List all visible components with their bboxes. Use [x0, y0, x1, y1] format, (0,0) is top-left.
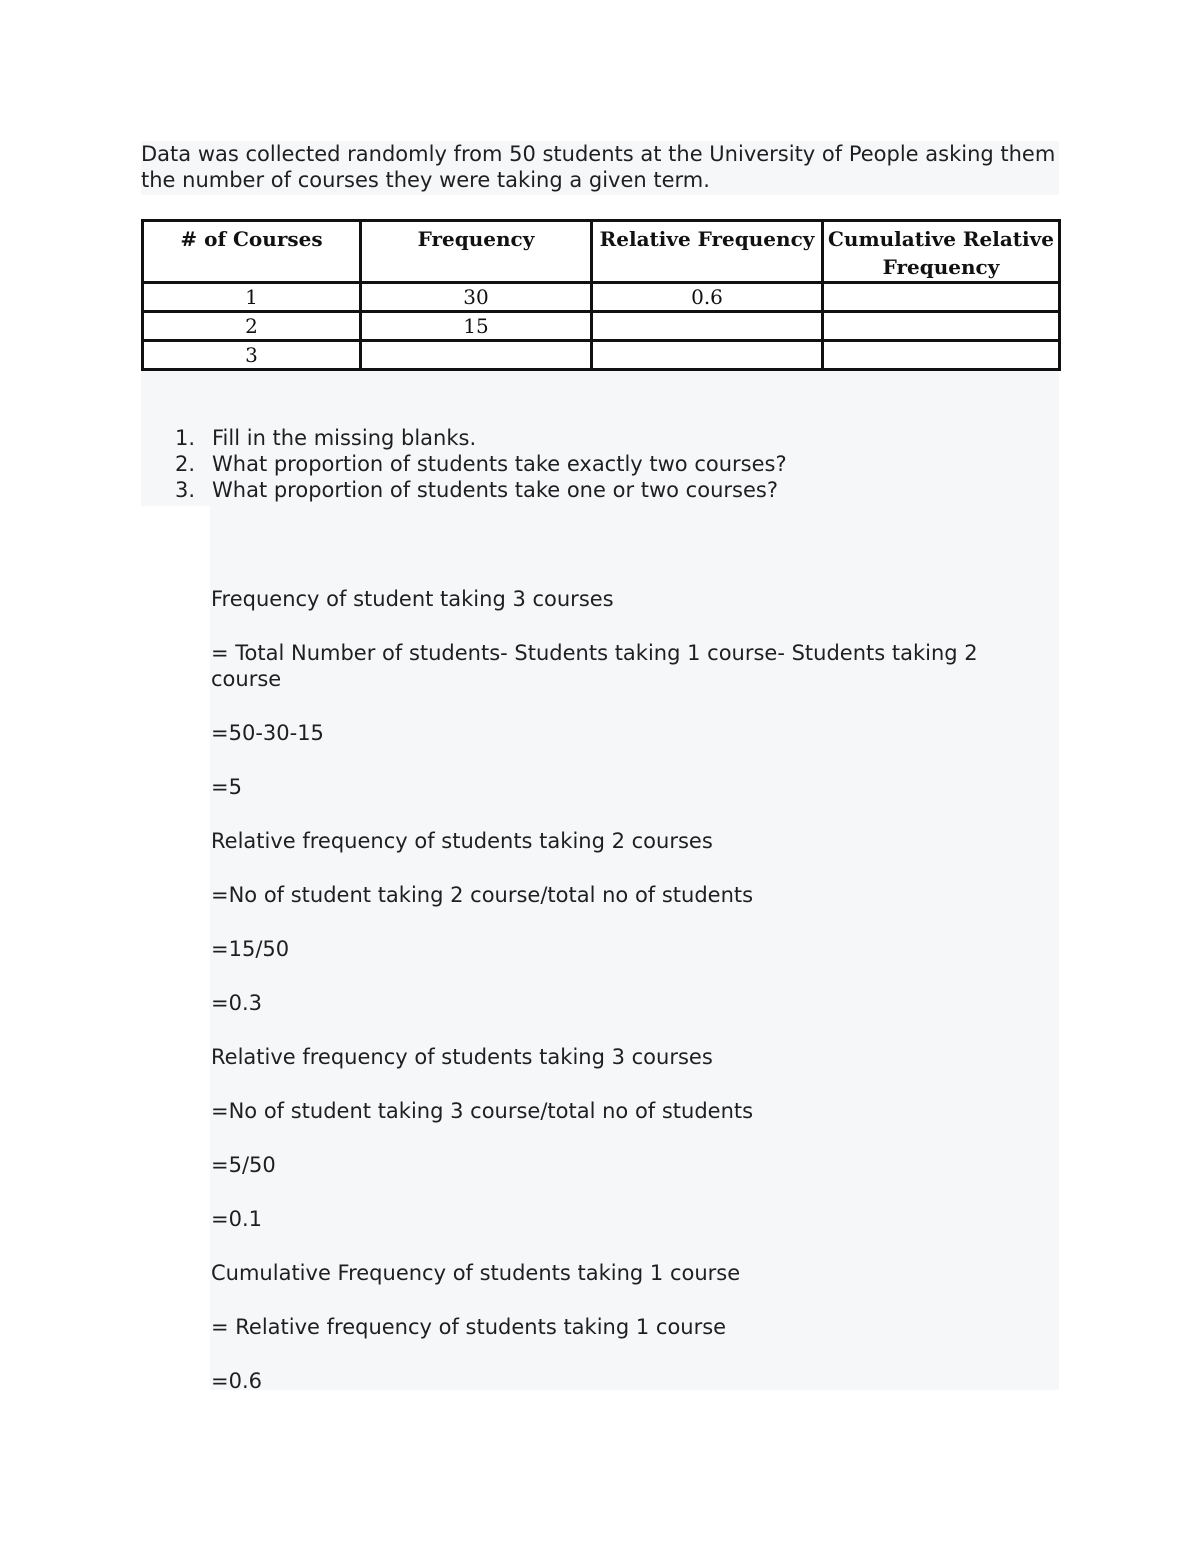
- list-item: [175, 477, 787, 503]
- table-row: [143, 341, 1060, 370]
- list-item: [175, 425, 787, 451]
- answer-line: =15/50: [211, 937, 290, 961]
- table-cell: 30: [361, 283, 592, 312]
- answer-line: = Relative frequency of students taking 1 course: [211, 1315, 727, 1339]
- header-relative-frequency: Relative Frequency: [592, 221, 823, 283]
- table-cell: 1: [143, 283, 361, 312]
- list-number: 2.: [175, 452, 196, 476]
- answer-line: =No of student taking 3 course/total no of students: [211, 1099, 754, 1123]
- header-cumulative-relative-frequency: Cumulative Relative Frequency: [823, 221, 1060, 283]
- frequency-table: [141, 219, 1061, 371]
- answer-line: =5: [211, 775, 242, 799]
- table-cell: 3: [143, 341, 361, 370]
- header-num-courses: # of Courses: [143, 221, 361, 283]
- table-cell: [592, 312, 823, 341]
- answer-line: Relative frequency of students taking 3 courses: [211, 1045, 713, 1069]
- answer-line: =5/50: [211, 1153, 276, 1177]
- background-band: [141, 371, 175, 506]
- answer-line: = Total Number of students- Students taking 1 course- Students taking 2 course: [211, 641, 978, 691]
- table-cell: [823, 312, 1060, 341]
- question-text: What proportion of students take exactly two courses?: [212, 452, 787, 476]
- answer-line: Cumulative Frequency of students taking 1 course: [211, 1261, 741, 1285]
- answer-line: =0.3: [211, 991, 262, 1015]
- answer-line: =0.6: [211, 1369, 262, 1393]
- question-list: [175, 425, 787, 503]
- table-row: [143, 312, 1060, 341]
- question-text: What proportion of students take one or two courses?: [212, 478, 778, 502]
- table-cell: [361, 341, 592, 370]
- table-row: [143, 283, 1060, 312]
- table-cell: [592, 341, 823, 370]
- answer-line: Relative frequency of students taking 2 courses: [211, 829, 713, 853]
- question-text: Fill in the missing blanks.: [212, 426, 477, 450]
- answer-line: =No of student taking 2 course/total no of students: [211, 883, 754, 907]
- answer-line: =0.1: [211, 1207, 262, 1231]
- answer-section: [211, 586, 1051, 1422]
- list-item: [175, 451, 787, 477]
- answer-line: Frequency of student taking 3 courses: [211, 587, 614, 611]
- table-header-row: [143, 221, 1060, 283]
- intro-text: Data was collected randomly from 50 students at the University of People asking them the number of courses they were taking a given term.: [141, 142, 1056, 192]
- header-frequency: Frequency: [361, 221, 592, 283]
- table-cell: [823, 283, 1060, 312]
- answer-line: =50-30-15: [211, 721, 324, 745]
- frequency-table-container: [141, 219, 1061, 371]
- table-cell: [823, 341, 1060, 370]
- table-cell: 0.6: [592, 283, 823, 312]
- list-number: 1.: [175, 426, 196, 450]
- table-cell: 15: [361, 312, 592, 341]
- list-number: 3.: [175, 478, 196, 502]
- intro-block: [141, 141, 1059, 195]
- table-cell: 2: [143, 312, 361, 341]
